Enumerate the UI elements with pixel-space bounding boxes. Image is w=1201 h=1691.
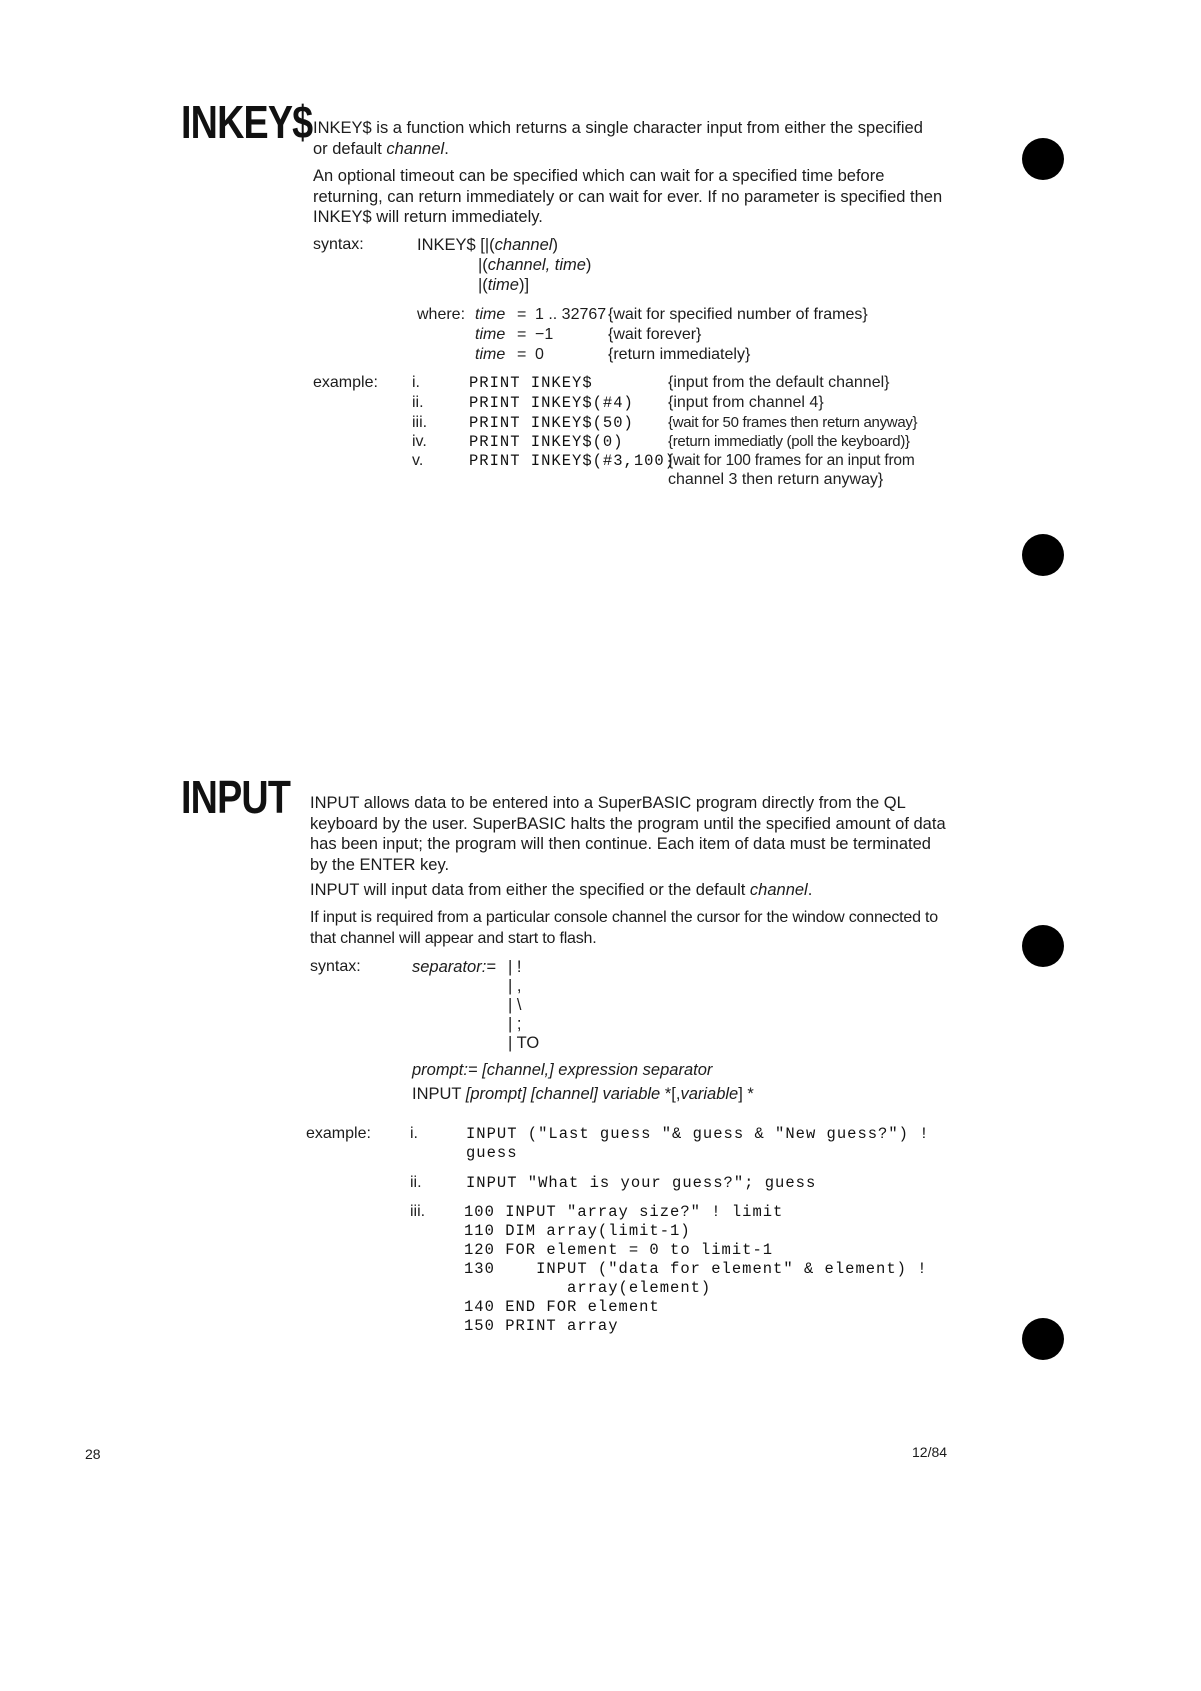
- syn-text: ): [552, 236, 558, 254]
- separator-option: | ;: [508, 1015, 522, 1033]
- where-eq: =: [517, 346, 527, 363]
- prompt-def: [channel,] expression separator: [482, 1061, 713, 1079]
- example-number: ii.: [412, 394, 424, 411]
- where-desc: {return immediately}: [608, 346, 751, 363]
- example-code: INPUT "What is your guess?"; guess: [466, 1174, 817, 1192]
- syn-text: |(: [478, 276, 488, 294]
- where-var: time: [475, 306, 506, 323]
- punch-hole: [1022, 1318, 1064, 1360]
- syn-text: INKEY$ [|(: [417, 236, 495, 254]
- example-code: PRINT INKEY$(0): [469, 433, 624, 451]
- example-number: ii.: [410, 1174, 422, 1191]
- separator-option: | ,: [508, 977, 522, 995]
- example-code: PRINT INKEY$(#3,100): [469, 452, 676, 470]
- inkey-where-label: where:: [417, 306, 466, 323]
- inkey-para1b-channel: channel: [386, 139, 445, 158]
- where-var: time: [475, 346, 506, 363]
- input-example-label: example:: [306, 1125, 371, 1142]
- input-cursor-paragraph: If input is required from a particular console channel the cursor for the window connected to that channel will appear and start to flash.: [310, 909, 938, 947]
- inkey-syntax-label: syntax:: [313, 236, 364, 253]
- syn-italic: channel, time: [487, 256, 586, 274]
- code-line: 150 PRINT array: [464, 1317, 619, 1335]
- input-para2-channel: channel: [749, 881, 808, 899]
- example-code: guess: [466, 1144, 518, 1162]
- input-channel-paragraph: [310, 880, 950, 901]
- example-comment: {input from the default channel}: [668, 374, 890, 391]
- separator-option: | TO: [508, 1034, 540, 1052]
- example-number: iv.: [412, 433, 427, 450]
- input-para2-text: INPUT will input data from either the specified or the default: [310, 881, 750, 899]
- code-line: array(element): [464, 1279, 712, 1297]
- syn-text: )]: [518, 276, 530, 294]
- example-number: i.: [410, 1125, 418, 1142]
- where-eq: =: [517, 326, 527, 343]
- example-comment: {wait for 100 frames for an input from: [668, 452, 915, 469]
- separator-term: separator:=: [412, 958, 496, 976]
- code-line: 140 END FOR element: [464, 1298, 660, 1316]
- where-val: 0: [535, 346, 544, 363]
- syn-text: *[,: [660, 1085, 681, 1103]
- inkey-description: [313, 118, 1013, 159]
- inkey-heading: INKEY$: [181, 96, 313, 148]
- syn-text: ] *: [738, 1085, 754, 1103]
- page-number: 28: [85, 1446, 101, 1462]
- example-comment: {input from channel 4}: [668, 394, 824, 411]
- page-date: 12/84: [912, 1444, 948, 1460]
- example-comment: {return immediatly (poll the keyboard)}: [668, 433, 910, 450]
- punch-hole: [1022, 534, 1064, 576]
- where-var: time: [475, 326, 506, 343]
- code-line: 100 INPUT "array size?" ! limit: [464, 1203, 784, 1221]
- inkey-para1b: or default: [313, 139, 387, 158]
- example-comment: {wait for 50 frames then return anyway}: [668, 414, 918, 431]
- example-code: INPUT ("Last guess "& guess & "New guess?") !: [466, 1125, 930, 1143]
- separator-label: [412, 958, 496, 977]
- input-heading: INPUT: [181, 771, 291, 823]
- inkey-example-label: example:: [313, 374, 378, 391]
- where-val: 1 .. 32767: [535, 306, 607, 323]
- where-desc: {wait for specified number of frames}: [608, 306, 868, 323]
- syn-italic: variable: [680, 1085, 739, 1103]
- example-code: PRINT INKEY$(#4): [469, 394, 634, 412]
- example-number: v.: [412, 452, 424, 469]
- code-line: 110 DIM array(limit-1): [464, 1222, 691, 1240]
- input-description: INPUT allows data to be entered into a SuperBASIC program directly from the QL keyboard by the user. SuperBASIC halts the program until the specified amount of data has been input; the program will then continue. Each item of data must be terminated by the ENTER key.: [310, 794, 946, 874]
- input-para2-end: .: [807, 881, 813, 899]
- syn-italic: channel: [494, 236, 553, 254]
- where-eq: =: [517, 306, 527, 323]
- syn-text: |(: [478, 256, 488, 274]
- inkey-syntax-line3: [478, 276, 529, 295]
- inkey-para1b-end: .: [444, 139, 449, 158]
- input-syntax: [412, 1085, 754, 1104]
- separator-option: | \: [508, 996, 522, 1014]
- syn-text: ): [585, 256, 592, 274]
- input-syntax-label: syntax:: [310, 958, 361, 975]
- example-number: iii.: [410, 1203, 426, 1220]
- code-line: 130 INPUT ("data for element" & element) !: [464, 1260, 928, 1278]
- code-line: 120 FOR element = 0 to limit-1: [464, 1241, 774, 1259]
- example-comment-continued: channel 3 then return anyway}: [668, 471, 884, 488]
- separator-option: | !: [508, 958, 522, 976]
- syn-text: INPUT: [412, 1085, 466, 1103]
- example-number: iii.: [412, 414, 428, 431]
- prompt-term: prompt:=: [412, 1061, 478, 1079]
- inkey-para1a: INKEY$ is a function which returns a single character input from either the specified: [313, 119, 923, 137]
- example-number: i.: [412, 374, 420, 391]
- punch-hole: [1022, 138, 1064, 180]
- punch-hole: [1022, 925, 1064, 967]
- syn-italic: time: [487, 276, 519, 294]
- where-val: −1: [535, 326, 554, 343]
- example-code: PRINT INKEY$: [469, 374, 593, 392]
- inkey-timeout-paragraph: An optional timeout can be specified which can wait for a specified time before returning, can return immediately or can wait for ever. If no parameter is specified then INKEY$ will return immediately.: [313, 167, 943, 226]
- example-code: PRINT INKEY$(50): [469, 414, 634, 432]
- syn-italic: [prompt] [channel] variable: [465, 1085, 661, 1103]
- prompt-definition: [412, 1061, 712, 1080]
- inkey-syntax-line2: [478, 256, 591, 275]
- where-desc: {wait forever}: [608, 326, 702, 343]
- inkey-syntax-line1: [417, 236, 558, 255]
